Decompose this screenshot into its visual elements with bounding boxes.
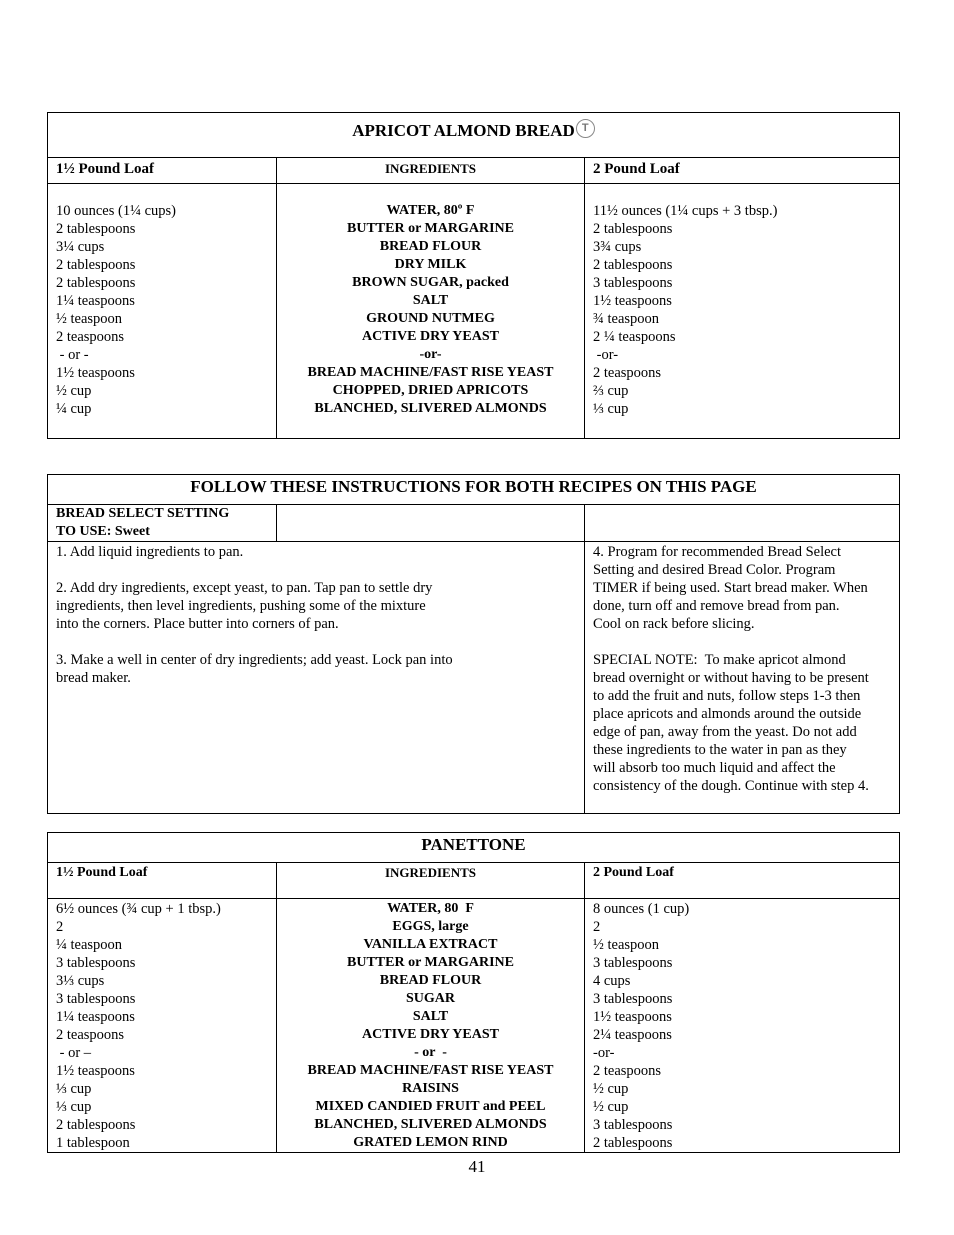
list-item: ACTIVE DRY YEAST	[362, 1027, 499, 1042]
list-item: 3¼ cups	[56, 239, 105, 255]
list-item: 3 tablespoons	[56, 991, 136, 1007]
instruction-paragraph: 2. Add dry ingredients, except yeast, to pan. Tap pan to settle dry ingredients, then level ingredients, pushing some of the mixture into the corners. Place butter into corners of pan.	[56, 580, 433, 632]
bread-select-setting	[48, 505, 277, 542]
instructions-table	[47, 474, 900, 814]
instructions-right	[585, 542, 900, 814]
page-number: 41	[468, 1157, 486, 1176]
list-item: -or-	[419, 347, 442, 362]
instructions-title: FOLLOW THESE INSTRUCTIONS FOR BOTH RECIPES ON THIS PAGE	[48, 475, 900, 505]
recipe1-col2-header: INGREDIENTS	[277, 158, 585, 184]
list-item: 2 tablespoons	[56, 275, 136, 291]
list-item: 11½ ounces (1¼ cups + 3 tbsp.)	[593, 203, 778, 219]
list-item: BUTTER or MARGARINE	[347, 221, 514, 236]
instruction-paragraph: 1. Add liquid ingredients to pan.	[56, 544, 244, 560]
list-item: SUGAR	[405, 991, 455, 1006]
list-item: ½ cup	[593, 1099, 629, 1115]
list-item: 10 ounces (1¼ cups)	[56, 203, 177, 219]
list-item: ⅔ cup	[593, 383, 629, 399]
recipe2-col3	[585, 899, 900, 1153]
recipe1-col1	[48, 184, 277, 439]
list-item: - or –	[56, 1045, 92, 1061]
recipe1-col3	[585, 184, 900, 439]
list-item: 2 tablespoons	[593, 1135, 673, 1151]
recipe2-col2	[277, 899, 585, 1153]
recipe1-title-cell	[48, 113, 900, 158]
list-item: CHOPPED, DRIED APRICOTS	[332, 383, 529, 398]
panettone-table	[47, 832, 900, 1153]
list-item: SALT	[412, 293, 449, 308]
list-item: 2 tablespoons	[56, 221, 136, 237]
recipe1-col1-header: 1½ Pound Loaf	[48, 158, 277, 184]
recipe1-title: APRICOT ALMOND BREAD	[352, 121, 575, 140]
instruction-paragraph: 4. Program for recommended Bread Select Setting and desired Bread Color. Program TIMER if being used. Start bread maker. When done, turn off and remove bread from pan. Cool on rack before slicing.	[593, 544, 868, 632]
list-item: GROUND NUTMEG	[366, 311, 495, 326]
list-item: 2 ¼ teaspoons	[593, 329, 676, 345]
list-item: 3⅓ cups	[56, 973, 105, 989]
list-item: ½ teaspoon	[56, 311, 123, 327]
list-item: ⅓ cup	[593, 401, 629, 417]
list-item: 3 tablespoons	[56, 955, 136, 971]
list-item: GRATED LEMON RIND	[353, 1135, 508, 1150]
list-item: 2¼ teaspoons	[593, 1027, 672, 1043]
instruction-paragraph: 3. Make a well in center of dry ingredients; add yeast. Lock pan into bread maker.	[56, 652, 453, 686]
list-item: BREAD FLOUR	[379, 973, 482, 988]
list-item: 3 tablespoons	[593, 1117, 673, 1133]
recipe2-col1-header: 1½ Pound Loaf	[48, 863, 277, 899]
list-item: BUTTER or MARGARINE	[347, 955, 514, 970]
list-item: 1 tablespoon	[56, 1135, 130, 1151]
list-item: BREAD MACHINE/FAST RISE YEAST	[307, 1063, 554, 1078]
list-item: 6½ ounces (¾ cup + 1 tbsp.)	[56, 901, 221, 917]
list-item: SALT	[412, 1009, 449, 1024]
recipe2-col3-header: 2 Pound Loaf	[585, 863, 900, 899]
recipe2-title: PANETTONE	[48, 833, 900, 863]
list-item: 3 tablespoons	[593, 275, 673, 291]
list-item: 1½ teaspoons	[593, 293, 672, 309]
timer-badge-icon: T	[576, 119, 595, 138]
list-item: ⅓ cup	[56, 1081, 92, 1097]
list-item: ¼ teaspoon	[56, 937, 123, 953]
recipe2-col2-header: INGREDIENTS	[277, 863, 585, 899]
list-item: ½ cup	[593, 1081, 629, 1097]
list-item: 2 teaspoons	[593, 365, 662, 381]
list-item: 1¼ teaspoons	[56, 1009, 135, 1025]
list-item: 2 tablespoons	[56, 1117, 136, 1133]
list-item: - or -	[56, 347, 89, 363]
list-item: MIXED CANDIED FRUIT and PEEL	[315, 1099, 546, 1114]
recipe1-col2	[277, 184, 585, 439]
list-item: -or-	[593, 347, 619, 363]
instructions-left	[48, 542, 585, 814]
list-item: DRY MILK	[394, 257, 467, 272]
list-item: BLANCHED, SLIVERED ALMONDS	[314, 401, 547, 416]
list-item: 2 tablespoons	[593, 257, 673, 273]
list-item: ¾ teaspoon	[593, 311, 660, 327]
list-item: 2 teaspoons	[56, 1027, 125, 1043]
list-item: 2 tablespoons	[56, 257, 136, 273]
list-item: 1½ teaspoons	[56, 365, 135, 381]
list-item: ¼ cup	[56, 401, 92, 417]
list-item: - or -	[414, 1045, 447, 1060]
list-item: 1¼ teaspoons	[56, 293, 135, 309]
list-item: WATER, 80 F	[387, 901, 474, 916]
list-item: 3¾ cups	[593, 239, 642, 255]
list-item: 2 teaspoons	[56, 329, 125, 345]
list-item: EGGS, large	[392, 919, 469, 934]
setting-line-2: TO USE: Sweet	[56, 524, 150, 539]
list-item: 1½ teaspoons	[593, 1009, 672, 1025]
list-item: ½ cup	[56, 383, 92, 399]
list-item: 3 tablespoons	[593, 991, 673, 1007]
list-item: 3 tablespoons	[593, 955, 673, 971]
list-item: RAISINS	[402, 1081, 459, 1096]
list-item: BROWN SUGAR, packed	[352, 275, 509, 290]
setting-line-1: BREAD SELECT SETTING	[56, 506, 230, 521]
setting-empty-cell	[277, 505, 585, 542]
setting-empty-cell-2	[585, 505, 900, 542]
list-item: -or-	[593, 1045, 615, 1061]
instruction-paragraph: SPECIAL NOTE: To make apricot almond bread overnight or without having to be present to add the fruit and nuts, follow steps 1-3 then place apricots and almonds around the outside edge of pan, away from the yeast. Do not add these ingredients to the water in pan as they will absorb too much liquid and affect the consistency of the dough. Continue with step 4.	[593, 652, 869, 794]
apricot-almond-table	[47, 112, 900, 439]
list-item: ⅓ cup	[56, 1099, 92, 1115]
list-item: BREAD FLOUR	[379, 239, 482, 254]
list-item: 8 ounces (1 cup)	[593, 901, 690, 917]
list-item: BREAD MACHINE/FAST RISE YEAST	[307, 365, 554, 380]
list-item: 2	[593, 919, 601, 935]
recipe1-col3-header: 2 Pound Loaf	[585, 158, 900, 184]
list-item: 2 teaspoons	[593, 1063, 662, 1079]
list-item: ½ teaspoon	[593, 937, 660, 953]
list-item: BLANCHED, SLIVERED ALMONDS	[314, 1117, 547, 1132]
list-item: 2 tablespoons	[593, 221, 673, 237]
recipe2-col1	[48, 899, 277, 1153]
list-item: WATER, 80º F	[386, 203, 475, 218]
list-item: 1½ teaspoons	[56, 1063, 135, 1079]
list-item: 2	[56, 919, 64, 935]
list-item: VANILLA EXTRACT	[363, 937, 498, 952]
list-item: ACTIVE DRY YEAST	[362, 329, 499, 344]
list-item: 4 cups	[593, 973, 631, 989]
